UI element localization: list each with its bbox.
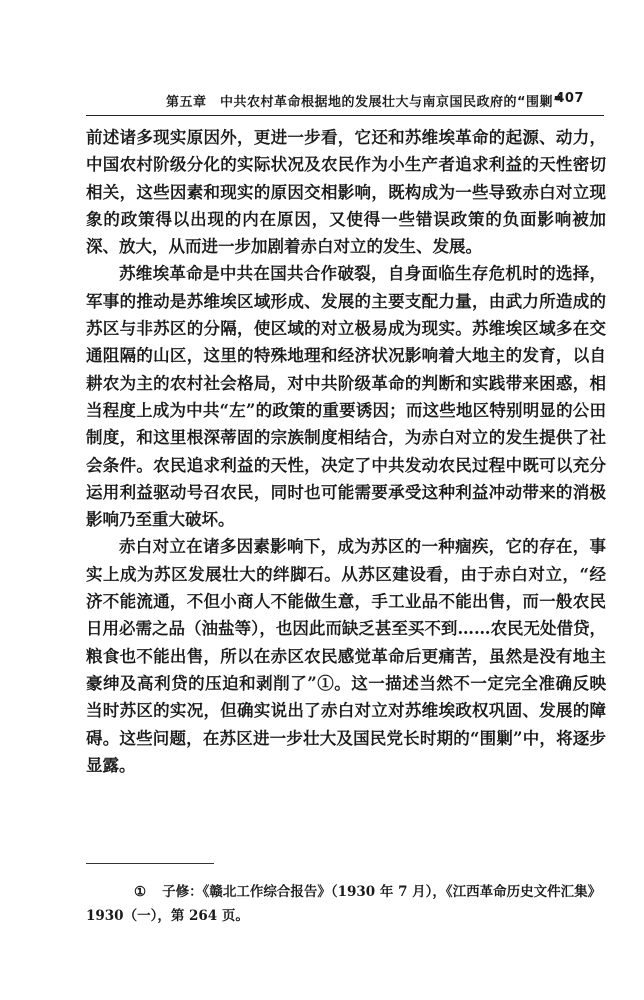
running-header (86, 91, 606, 113)
paragraph: 苏维埃革命是中共在国共合作破裂，自身面临生存危机时的选择，军事的推动是苏维埃区域形成、发展的主要支配力量，由武力所造成的苏区与非苏区的分隔，使区域的对立极易成为现实。苏维埃区域多在交通阻隔的山区，这里的特殊地理和经济状况影响着大地主的发育，以自耕农为主的农村社会格局，对中共阶级革命的判断和实践带来困惑，相当程度上成为中共“左”的政策的重要诱因；而这些地区特别明显的公田制度，和这里根深蒂固的宗族制度相结合，为赤白对立的发生提供了社会条件。农民追求利益的天性，决定了中共发动农民过程中既可以充分运用利益驱动号召农民，同时也可能需要承受这种利益冲动带来的消极影响乃至重大破坏。 (86, 264, 606, 530)
paragraph: 赤白对立在诸多因素影响下，成为苏区的一种痼疾，它的存在，事实上成为苏区发展壮大的绊脚石。从苏区建设看，由于赤白对立，“经济不能流通，不但小商人不能做生意，手工业品不能出售，而一般农民日用必需之品（油盐等），也因此而缺乏甚至买不到……农民无处借贷，粮食也不能出售，所以在赤区农民感觉革命后更痛苦，虽然是没有地主豪绅及高利贷的压迫和剥削了”①。这一描述当然不一定完全准确反映当时苏区的实况，但确实说出了赤白对立对苏维埃政权巩固、发展的障碍。这些问题，在苏区进一步壮大及国民党长时期的“围剿”中，将逐步显露。 (86, 537, 606, 775)
header-rule (86, 115, 604, 116)
body-text (86, 124, 606, 779)
chapter-title: 第五章 中共农村革命根据地的发展壮大与南京国民政府的“围剿” (166, 95, 563, 110)
footnote-rule (86, 863, 214, 864)
footnote-mark: ① (134, 884, 147, 900)
footnote-text: 子修：《赣北工作综合报告》（1930 年 7 月），《江西革命历史文件汇集》1930（一），第 264 页。 (86, 884, 602, 924)
footnote (86, 880, 606, 928)
paragraph-continued: 前述诸多现实原因外，更进一步看，它还和苏维埃革命的起源、动力，中国农村阶级分化的实际状况及农民作为小生产者追求利益的天性密切相关，这些因素和现实的原因交相影响，既构成为一些导致赤白对立现象的政策得以出现的内在原因，又使得一些错误政策的负面影响被加深、放大，从而进一步加剧着赤白对立的发生、发展。 (86, 128, 606, 257)
page-number: 407 (555, 91, 584, 106)
